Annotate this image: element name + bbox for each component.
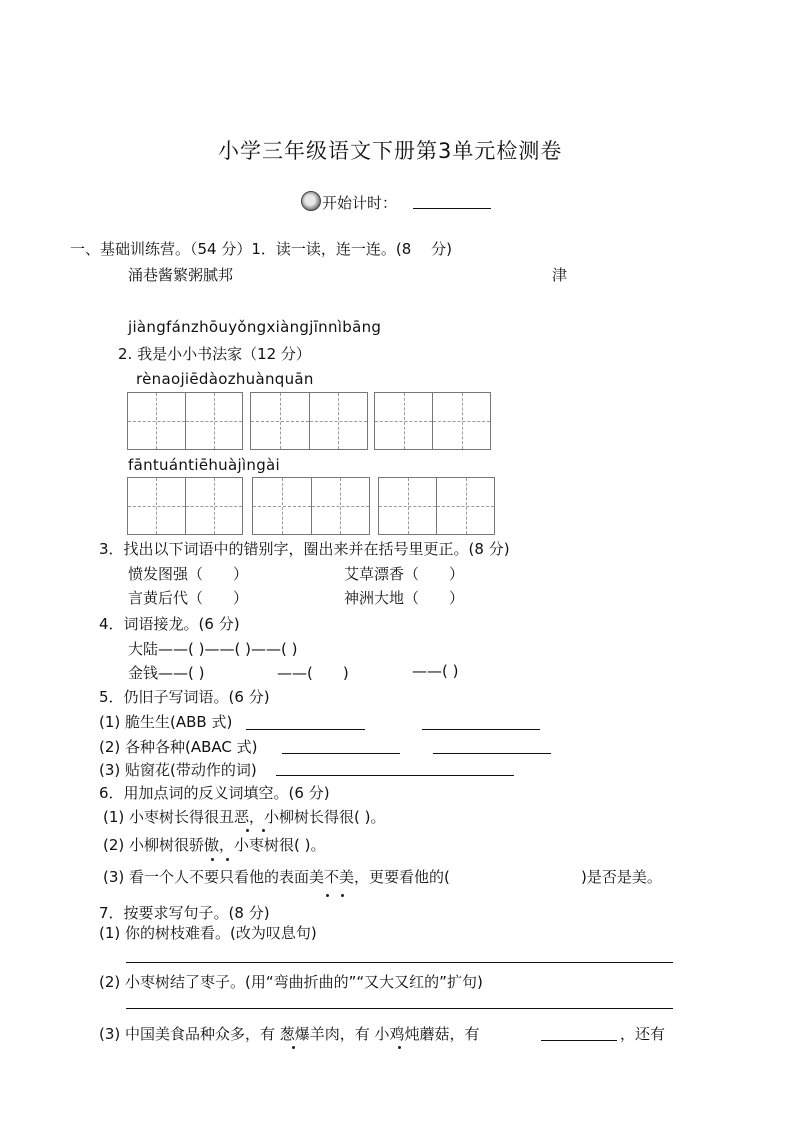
q6-item2: (2) 小柳树很骄傲，小枣树很( )。 bbox=[103, 836, 326, 854]
q1-words: 涌巷酱繁粥腻邦 bbox=[128, 266, 234, 284]
q6-item3-a: (3) 看一个人不要只看他的表面美不美，更要看他的( bbox=[103, 868, 450, 886]
q4-line1: 大陆——( )——( )——( ) bbox=[128, 640, 298, 658]
q4-line2-start: 金钱——( ) bbox=[128, 664, 205, 682]
page-title: 小学三年级语文下册第3单元检测卷 bbox=[218, 139, 563, 163]
emphasis-dot bbox=[246, 829, 249, 832]
emphasis-dot bbox=[398, 1046, 401, 1049]
q5-item3: (3) 贴窗花(带动作的词) bbox=[99, 761, 257, 779]
writing-grid[interactable] bbox=[252, 477, 370, 535]
section1-heading: 一、基础训练营。（54 分）1．读一读，连一连。(8 分) bbox=[70, 240, 452, 258]
writing-grid[interactable] bbox=[127, 392, 243, 450]
timer-blank[interactable] bbox=[413, 208, 491, 209]
q5-item1: (1) 脆生生(ABB 式) bbox=[99, 713, 233, 731]
clock-icon bbox=[301, 191, 321, 211]
answer-blank[interactable] bbox=[433, 753, 551, 754]
emphasis-dot bbox=[226, 858, 229, 861]
q6-heading: 6．用加点词的反义词填空。(6 分) bbox=[99, 784, 330, 802]
q2-pinyin-row2: fāntuántiēhuàjìngài bbox=[128, 456, 280, 474]
emphasis-dot bbox=[326, 894, 329, 897]
q3-heading: 3．找出以下词语中的错别字，圈出来并在括号里更正。(8 分) bbox=[99, 540, 510, 558]
q7-item1: (1) 你的树枝难看。(改为叹息句) bbox=[99, 924, 317, 942]
q5-item2: (2) 各种各种(ABAC 式) bbox=[99, 738, 258, 756]
q7-item3-b: ，还有 bbox=[620, 1025, 666, 1043]
timer-label: 开始计时： bbox=[322, 194, 398, 212]
answer-line[interactable] bbox=[126, 962, 673, 963]
q1-extra-char: 津 bbox=[552, 266, 568, 284]
q2-pinyin-row1: rènaojiēdàozhuànquān bbox=[136, 370, 314, 388]
writing-grid[interactable] bbox=[378, 477, 495, 535]
q6-item1: (1) 小枣树长得很丑恶，小柳树长得很( )。 bbox=[103, 808, 386, 826]
q2-heading: 2. 我是小小书法家（12 分） bbox=[118, 345, 311, 363]
q4-line2-end: ——( ) bbox=[412, 662, 459, 680]
q1-pinyin: jiàngfánzhōuyǒngxiàngjīnnìbāng bbox=[128, 318, 382, 336]
q7-item3-a: (3) 中国美食品种众多，有 葱爆羊肉，有 小鸡炖蘑菇，有 bbox=[99, 1025, 480, 1043]
q5-heading: 5．仍旧子写词语。(6 分) bbox=[99, 688, 270, 706]
emphasis-dot bbox=[262, 829, 265, 832]
q3-item: 愤发图强（ ） bbox=[128, 565, 249, 583]
answer-blank[interactable] bbox=[276, 775, 514, 776]
answer-blank[interactable] bbox=[541, 1040, 617, 1041]
answer-blank[interactable] bbox=[246, 729, 365, 730]
writing-grid[interactable] bbox=[374, 392, 491, 450]
q7-item2: (2) 小枣树结了枣子。(用“弯曲折曲的”“又大又红的”扩句) bbox=[99, 973, 483, 991]
q3-item: 言黄后代（ ） bbox=[128, 589, 249, 607]
emphasis-dot bbox=[341, 894, 344, 897]
q3-item: 神洲大地（ ） bbox=[344, 589, 465, 607]
q4-line2-mid: ——( ) bbox=[277, 664, 349, 682]
answer-blank[interactable] bbox=[422, 729, 540, 730]
emphasis-dot bbox=[292, 1046, 295, 1049]
q3-item: 艾草漂香（ ） bbox=[344, 565, 465, 583]
q6-item3-b: )是否是美。 bbox=[581, 868, 662, 886]
answer-blank[interactable] bbox=[282, 753, 400, 754]
q4-heading: 4．词语接龙。(6 分) bbox=[99, 615, 240, 633]
emphasis-dot bbox=[211, 858, 214, 861]
writing-grid[interactable] bbox=[127, 477, 243, 535]
answer-line[interactable] bbox=[126, 1008, 673, 1009]
q7-heading: 7．按要求写句子。(8 分) bbox=[99, 904, 270, 922]
writing-grid[interactable] bbox=[250, 392, 368, 450]
